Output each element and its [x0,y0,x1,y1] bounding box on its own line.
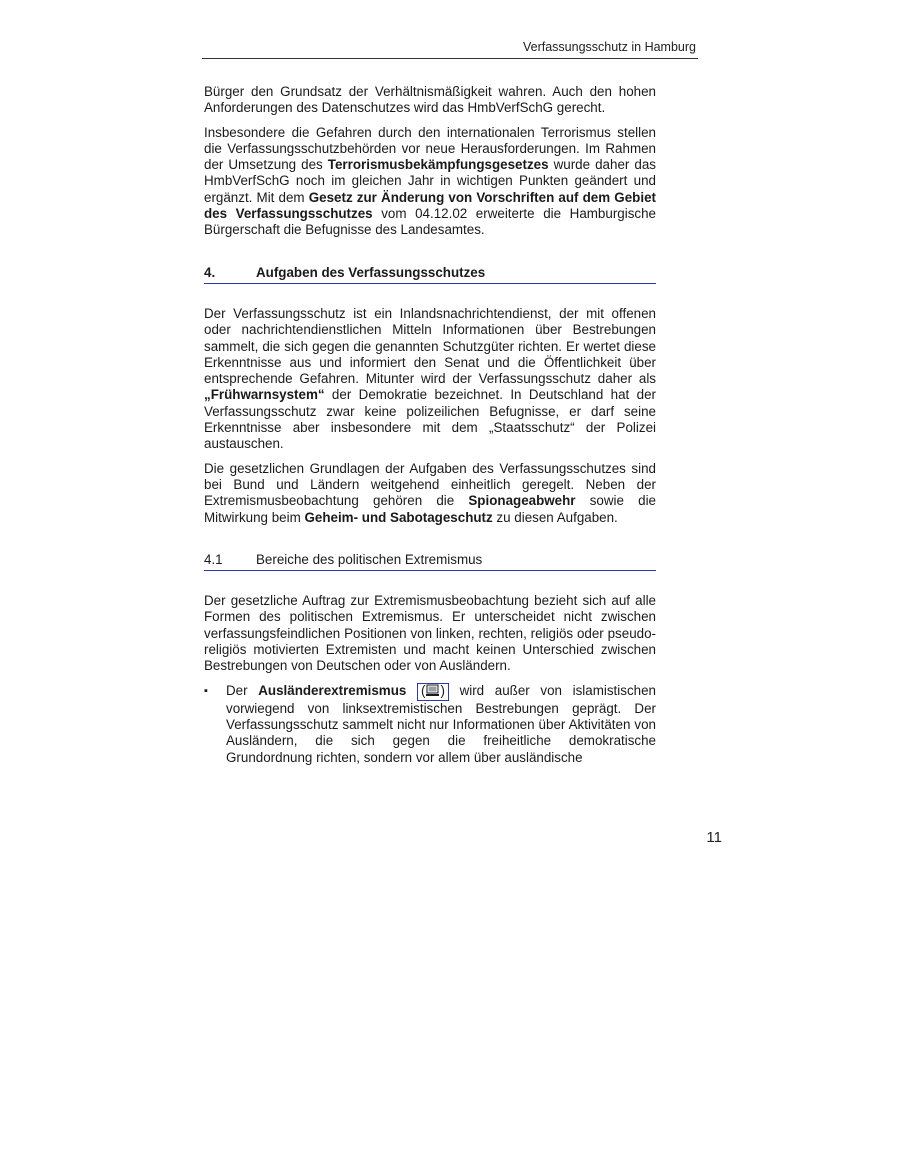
header-rule [202,58,698,59]
running-header: Verfassungsschutz in Hamburg [522,40,696,54]
paragraph-3-text-2: der Demokratie bezeichnet. In Deutschland hat der Verfassungsschutz zwar keine polizeilichen Befugnisse, er darf seine Erkenntnisse aber insbesondere mit dem „Staatsschutz“ der Polizei austauschen. [204,387,656,452]
paragraph-2-text-2: wurde daher das HmbVerfSchG noch im gleichen Jahr in wichtigen Punkten geändert und ergänzt. Mit dem [204,157,656,205]
cd-link-close: ) [440,682,445,698]
list-item [204,683,656,766]
paragraph-2-bold-1: Terrorismusbekämpfungsgesetzes [327,157,549,173]
section-4-title: Aufgaben des Verfassungsschutzes [256,264,486,280]
paragraph-3-bold-1: „Frühwarnsystem“ [204,387,325,403]
paragraph-4-bold-2: Geheim- und Sabotageschutz [304,509,493,525]
paragraph-1: Bürger den Grundsatz der Verhältnismäßigkeit wahren. Auch den hohen Anforderungen des Datenschutzes wird das HmbVerfSchG gerecht. [204,84,656,116]
section-4-1-number: 4.1 [204,551,223,567]
cd-reference-link[interactable] [417,683,449,701]
bullet-1-text-2: wird außer von islamistischen vorwiegend von linksextremistischen Bestrebungen geprägt. Der Verfassungsschutz sammelt nicht nur Informationen über Aktivitäten von Ausländern, die sich gegen die freiheitliche demokratische Grundordnung richten, sondern vor allem über ausländische [226,682,656,765]
bullet-1-text-1: Der [226,682,259,698]
section-4-1-heading [204,552,656,571]
paragraph-4-text-2: sowie die Mitwirkung beim [204,493,656,525]
section-4-number: 4. [204,264,216,280]
bullet-1-bold-1: Ausländerextremismus [258,682,407,698]
paragraph-4-text-1: Die gesetzlichen Grundlagen der Aufgaben des Verfassungsschutzes sind bei Bund und Ländern weitgehend einheitlich geregelt. Neben der Extremismusbeobachtung gehören die [204,460,656,509]
bullet-list [204,683,656,766]
paragraph-4-bold-1: Spionageabwehr [468,493,576,509]
paragraph-2-text-1: Insbesondere die Gefahren durch den internationalen Terrorismus stellen die Verfassungsschutzbehörden vor neue Herausforderungen. Im Rahmen der Umsetzung des [204,124,656,173]
paragraph-4 [204,461,656,526]
cd-link-open: ( [421,682,426,698]
section-4-heading [204,265,656,284]
paragraph-5: Der gesetzliche Auftrag zur Extremismusbeobachtung bezieht sich auf alle Formen des politischen Extremismus. Er unterscheidet nicht zwischen verfassungsfeindlichen Positionen von linken, rechten, religiös oder pseudo-religiös motivierten Extremisten und macht keinen Unterschied zwischen Bestrebungen von Deutschen oder von Ausländern. [204,593,656,674]
paragraph-3-text-1: Der Verfassungsschutz ist ein Inlandsnachrichtendienst, der mit offenen oder nachrichtendienstlichen Mitteln Informationen über Bestrebungen sammelt, die sich gegen die genannten Schutzgüter richten. Er wertet diese Erkenntnisse aus und informiert den Senat und die Öffentlichkeit über entsprechende Gefahren. Mitunter wird der Verfassungsschutz daher als [204,305,656,387]
paragraph-2-bold-2: Gesetz zur Änderung von Vorschriften auf dem Gebiet des Verfassungsschutzes [204,189,656,222]
paragraph-3 [204,306,656,453]
computer-icon [425,684,440,700]
page-body [204,84,656,766]
paragraph-4-text-3: zu diesen Aufgaben. [492,509,618,525]
page-number: 11 [706,829,722,846]
paragraph-2 [204,125,656,239]
paragraph-2-text-3: vom 04.12.02 erweiterte die Hamburgische Bürgerschaft die Befugnisse des Landesamtes. [204,206,656,238]
section-4-1-title: Bereiche des politischen Extremismus [256,551,483,567]
